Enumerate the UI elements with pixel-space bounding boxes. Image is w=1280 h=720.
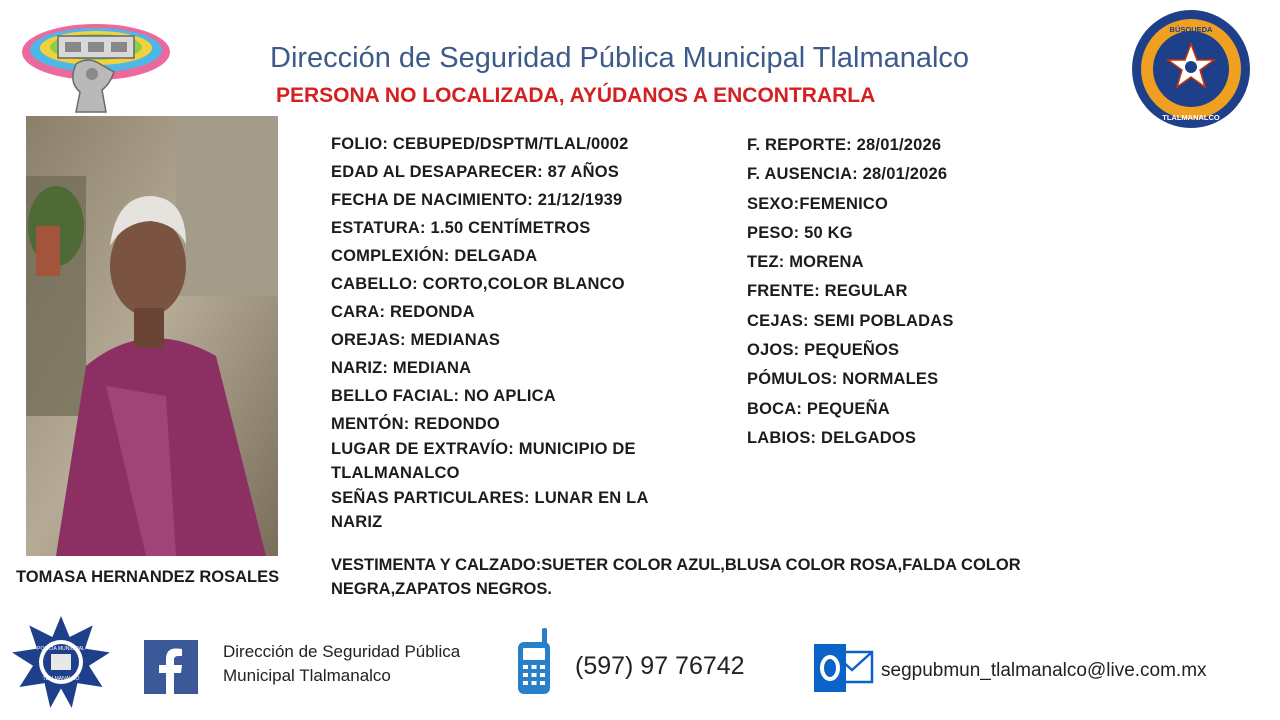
page-title: Dirección de Seguridad Pública Municipal Tlalmanalco	[270, 42, 970, 74]
detail-tez: TEZ: MORENA	[747, 253, 864, 272]
police-badge-icon	[6, 612, 116, 712]
details-left	[331, 130, 711, 536]
detail-ojos: OJOS: PEQUEÑOS	[747, 341, 900, 360]
facebook-icon[interactable]	[144, 640, 198, 694]
detail-frente: FRENTE: REGULAR	[747, 282, 908, 301]
phone-icon	[512, 626, 558, 696]
detail-sexo: SEXO:FEMENICO	[747, 194, 889, 213]
detail-fecha-ausencia: F. AUSENCIA: 28/01/2026	[747, 165, 948, 184]
municipal-logo	[18, 12, 178, 118]
detail-senas-particulares: SEÑAS PARTICULARES: LUNAR EN LA NARIZ	[331, 489, 648, 531]
detail-vestimenta: VESTIMENTA Y CALZADO:SUETER COLOR AZUL,BLUSA COLOR ROSA,FALDA COLOR NEGRA,ZAPATOS NEGROS.	[331, 556, 1021, 598]
badge-top-text: BÚSQUEDA	[1169, 25, 1213, 34]
detail-edad: EDAD AL DESAPARECER: 87 AÑOS	[331, 163, 619, 181]
svg-text:TLALMANALCO: TLALMANALCO	[42, 676, 80, 682]
phone-number[interactable]: (597) 97 76742	[575, 652, 745, 680]
detail-fecha-reporte: F. REPORTE: 28/01/2026	[747, 136, 942, 154]
busqueda-badge	[1130, 8, 1252, 130]
person-name: TOMASA HERNANDEZ ROSALES	[16, 568, 280, 586]
svg-text:POLICÍA MUNICIPAL: POLICÍA MUNICIPAL	[37, 646, 85, 652]
detail-estatura: ESTATURA: 1.50 CENTÍMETROS	[331, 219, 591, 237]
detail-labios: LABIOS: DELGADOS	[747, 428, 917, 447]
person-photo	[26, 116, 278, 556]
contact-email[interactable]: segpubmun_tlalmanalco@live.com.mx	[881, 660, 1207, 681]
detail-lugar-extravio: LUGAR DE EXTRAVÍO: MUNICIPIO DE TLALMANALCO	[331, 440, 636, 482]
detail-peso: PESO: 50 KG	[747, 223, 853, 242]
facebook-line-1: Dirección de Seguridad Pública	[223, 642, 461, 661]
detail-pomulos: PÓMULOS: NORMALES	[747, 370, 939, 389]
facebook-line-2: Municipal Tlalmanalco	[223, 666, 391, 685]
detail-boca: BOCA: PEQUEÑA	[747, 399, 890, 418]
detail-folio: FOLIO: CEBUPED/DSPTM/TLAL/0002	[331, 135, 629, 153]
detail-complexion: COMPLEXIÓN: DELGADA	[331, 247, 538, 265]
facebook-page-name[interactable]	[223, 640, 460, 688]
detail-cabello: CABELLO: CORTO,COLOR BLANCO	[331, 275, 625, 293]
detail-nariz: NARIZ: MEDIANA	[331, 359, 472, 377]
page-subtitle: PERSONA NO LOCALIZADA, AYÚDANOS A ENCONTRARLA	[276, 84, 876, 107]
detail-cara: CARA: REDONDA	[331, 303, 475, 321]
badge-bottom-text: TLALMANALCO	[1162, 113, 1220, 122]
detail-menton: MENTÓN: REDONDO	[331, 415, 500, 433]
outlook-mail-icon	[812, 640, 874, 696]
detail-cejas: CEJAS: SEMI POBLADAS	[747, 311, 954, 330]
detail-orejas: OREJAS: MEDIANAS	[331, 331, 501, 349]
details-right	[747, 131, 1067, 453]
detail-bello-facial: BELLO FACIAL: NO APLICA	[331, 387, 556, 405]
detail-nacimiento: FECHA DE NACIMIENTO: 21/12/1939	[331, 191, 623, 209]
